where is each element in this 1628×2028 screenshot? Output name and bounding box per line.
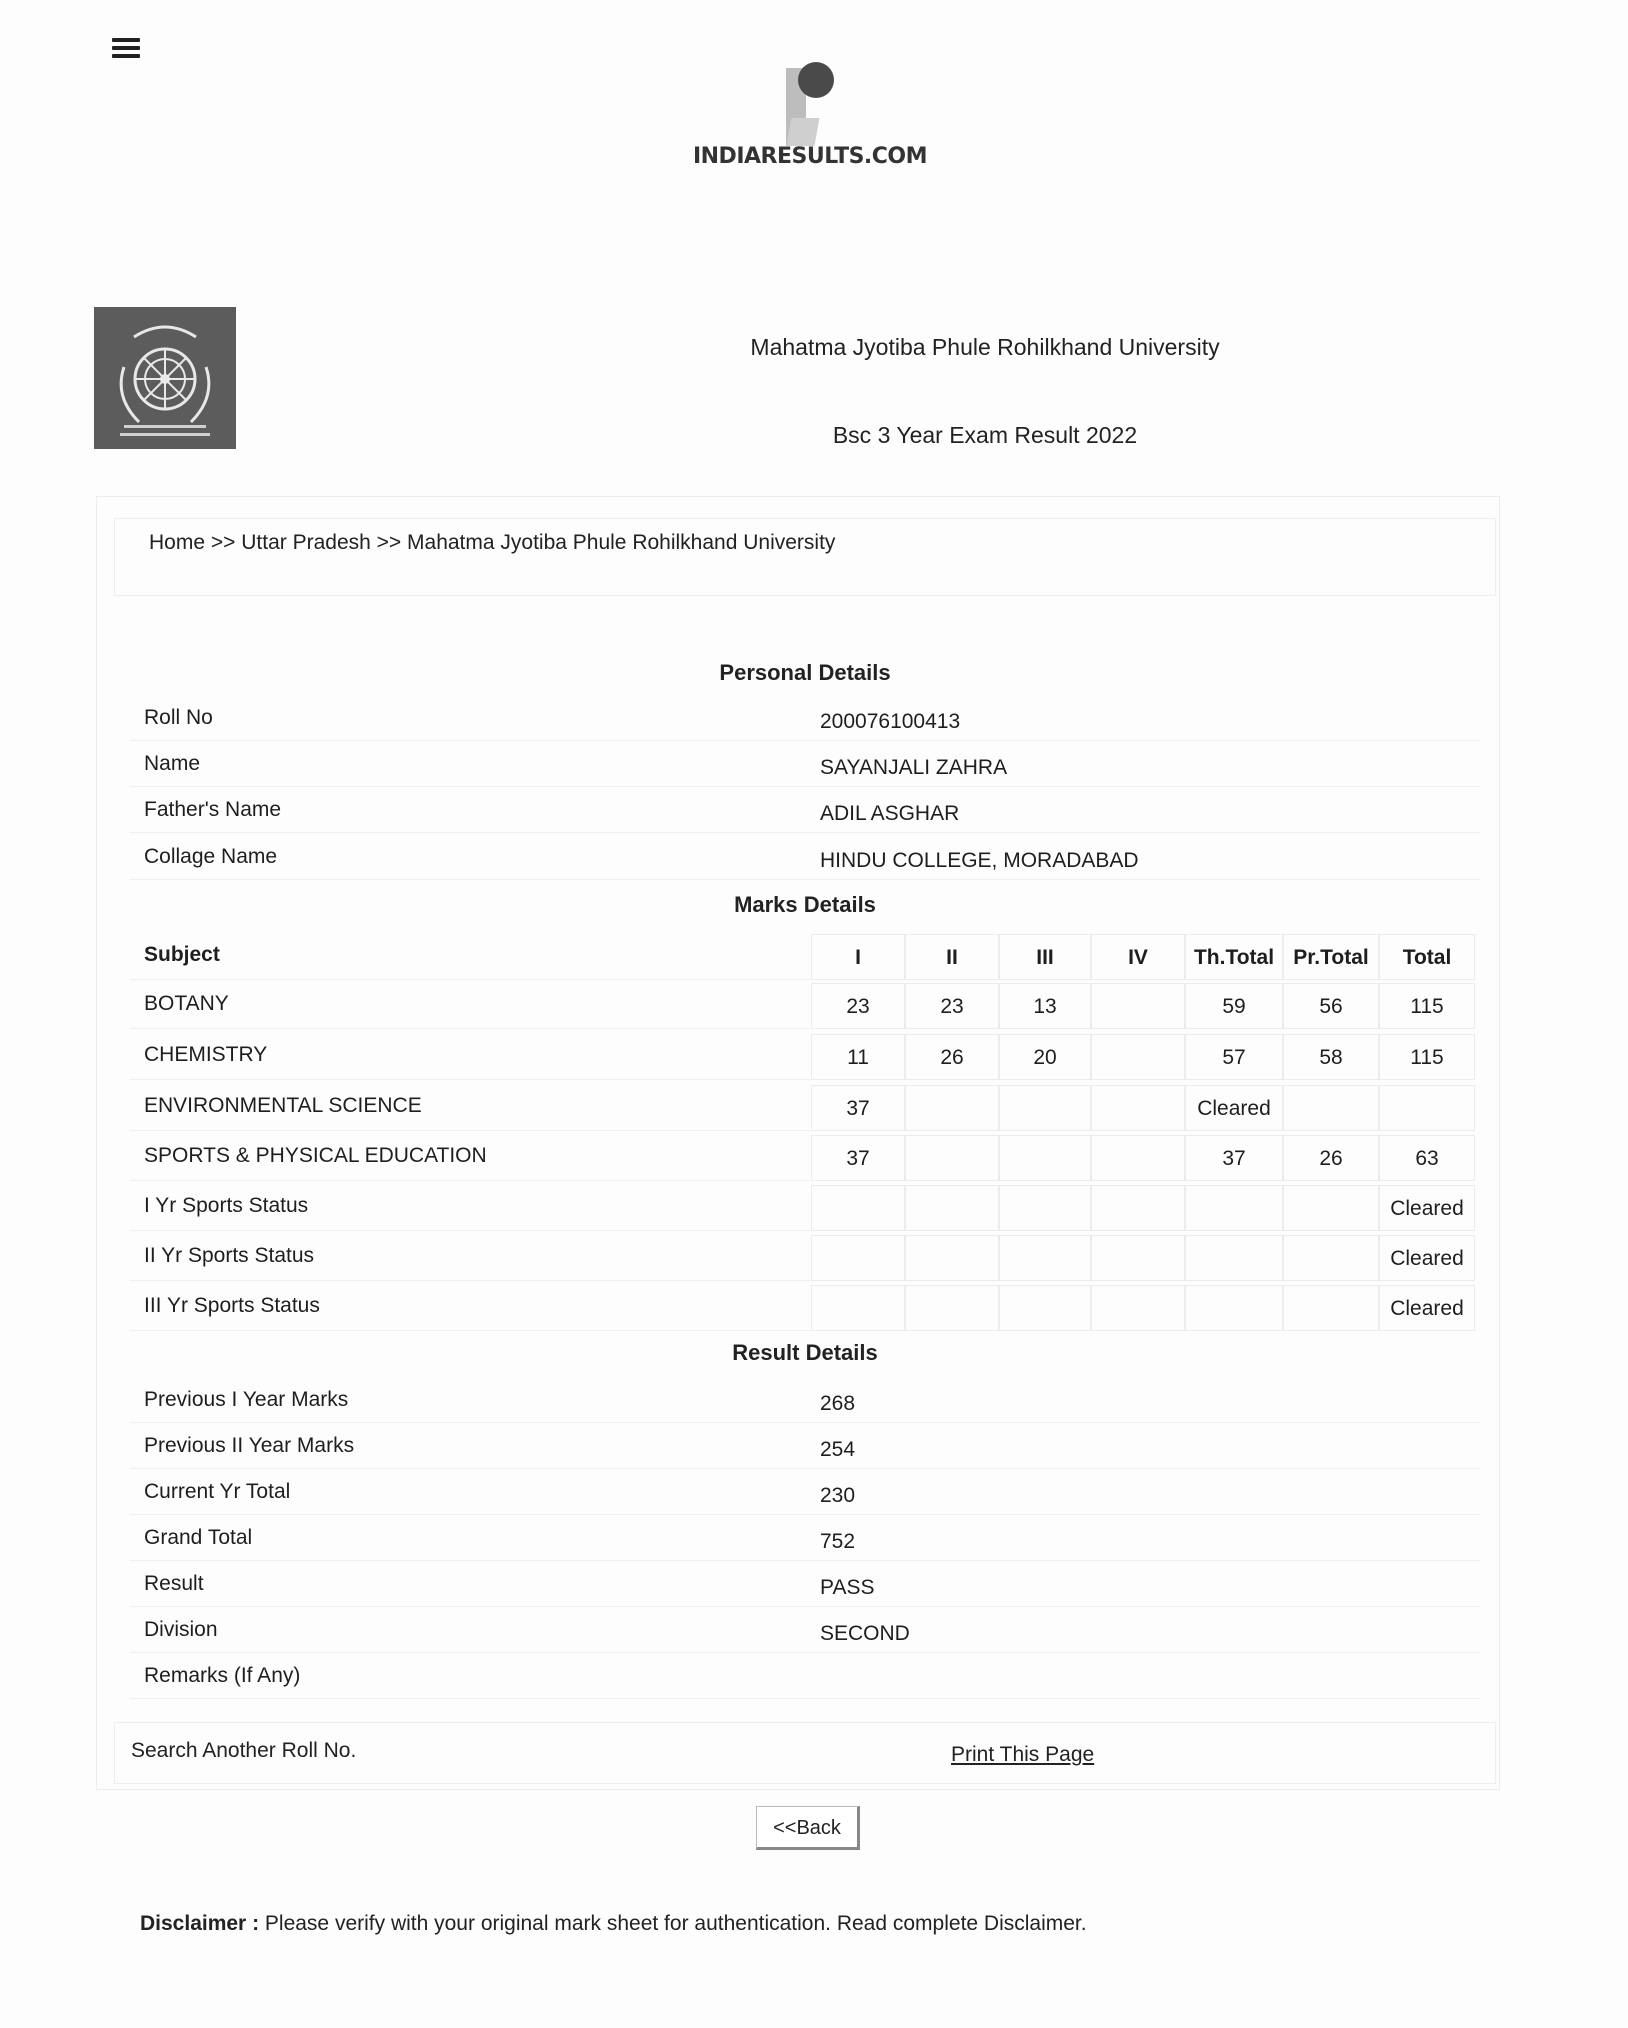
- college-name-value: HINDU COLLEGE, MORADABAD: [820, 849, 1139, 872]
- result-row: [130, 1566, 1480, 1607]
- breadcrumb-separator: >>: [376, 531, 402, 554]
- division-value: SECOND: [820, 1622, 910, 1645]
- marks-cell: [999, 1235, 1091, 1281]
- remarks-row: [130, 1658, 1480, 1699]
- remarks-label: Remarks (If Any): [144, 1664, 301, 1687]
- marks-cell: 20: [999, 1034, 1091, 1080]
- marks-cell: [905, 1185, 999, 1231]
- column-header-pr-total: Pr.Total: [1283, 934, 1379, 980]
- marks-cell: [1283, 1285, 1379, 1331]
- marks-cell: 115: [1379, 1034, 1475, 1080]
- prev-year2-value: 254: [820, 1438, 856, 1461]
- marks-cell: 37: [811, 1085, 905, 1131]
- breadcrumb-state[interactable]: Uttar Pradesh: [241, 531, 371, 554]
- breadcrumb-separator: >>: [210, 531, 236, 554]
- marks-details-heading: Marks Details: [734, 892, 876, 917]
- college-name-label: Collage Name: [144, 845, 278, 868]
- name-row: [130, 746, 1480, 787]
- marks-cell: [905, 1235, 999, 1281]
- subject-name: III Yr Sports Status: [130, 1285, 810, 1331]
- subject-name: II Yr Sports Status: [130, 1235, 810, 1281]
- marks-cell: [811, 1185, 905, 1231]
- marks-cell: [1185, 1285, 1283, 1331]
- current-total-row: [130, 1474, 1480, 1515]
- prev-year1-label: Previous I Year Marks: [144, 1388, 349, 1411]
- marks-cell: 63: [1379, 1135, 1475, 1181]
- marks-cell: [1091, 1085, 1185, 1131]
- hamburger-menu-icon[interactable]: [112, 38, 140, 60]
- search-another-roll-link[interactable]: Search Another Roll No.: [131, 1739, 357, 1762]
- marks-cell: 23: [905, 983, 999, 1029]
- prev-year1-value: 268: [820, 1392, 856, 1415]
- site-logo-mark-icon: [782, 58, 842, 148]
- marks-cell: 57: [1185, 1034, 1283, 1080]
- subject-name: CHEMISTRY: [130, 1034, 810, 1080]
- marks-cell: [999, 1135, 1091, 1181]
- site-brand: INDIARESULTS.COM: [692, 144, 928, 169]
- breadcrumb-university[interactable]: Mahatma Jyotiba Phule Rohilkhand University: [407, 531, 836, 554]
- marks-cell: [811, 1235, 905, 1281]
- name-label: Name: [144, 752, 201, 775]
- marks-cell: [1185, 1185, 1283, 1231]
- marks-cell: [1091, 1034, 1185, 1080]
- marks-cell: 115: [1379, 983, 1475, 1029]
- column-header-ii: II: [905, 934, 999, 980]
- breadcrumb: [114, 518, 1496, 596]
- marks-cell: [1091, 1285, 1185, 1331]
- marks-cell: Cleared: [1379, 1235, 1475, 1281]
- site-logo[interactable]: [690, 52, 930, 172]
- marks-cell: Cleared: [1379, 1285, 1475, 1331]
- marks-cell: [1091, 1185, 1185, 1231]
- column-header-iii: III: [999, 934, 1091, 980]
- name-value: SAYANJALI ZAHRA: [820, 756, 1008, 779]
- disclaimer-text[interactable]: Please verify with your original mark sheet for authentication. Read complete Disclaimer.: [259, 1912, 1087, 1935]
- marks-cell: [905, 1085, 999, 1131]
- marks-cell: Cleared: [1379, 1185, 1475, 1231]
- marks-cell: 11: [811, 1034, 905, 1080]
- roll-no-row: [130, 700, 1480, 741]
- result-value: PASS: [820, 1576, 875, 1599]
- subject-name: SPORTS & PHYSICAL EDUCATION: [130, 1135, 810, 1181]
- current-total-label: Current Yr Total: [144, 1480, 291, 1503]
- prev-year2-row: [130, 1428, 1480, 1469]
- marks-cell: [905, 1135, 999, 1181]
- marks-cell: [1091, 983, 1185, 1029]
- print-page-link[interactable]: Print This Page: [951, 1743, 1095, 1766]
- marks-cell: [1283, 1235, 1379, 1281]
- marks-cell: 23: [811, 983, 905, 1029]
- marks-cell: 58: [1283, 1034, 1379, 1080]
- marks-cell: 37: [811, 1135, 905, 1181]
- marks-cell: [1091, 1135, 1185, 1181]
- marks-cell: [1379, 1085, 1475, 1131]
- grand-total-value: 752: [820, 1530, 856, 1553]
- disclaimer: [140, 1912, 1540, 1936]
- marks-cell: 59: [1185, 983, 1283, 1029]
- marks-cell: 56: [1283, 983, 1379, 1029]
- father-name-label: Father's Name: [144, 798, 282, 821]
- breadcrumb-home[interactable]: Home: [149, 531, 206, 554]
- disclaimer-label: Disclaimer :: [140, 1912, 260, 1935]
- college-name-row: [130, 839, 1480, 880]
- marks-cell: [1283, 1085, 1379, 1131]
- prev-year1-row: [130, 1382, 1480, 1423]
- father-name-row: [130, 792, 1480, 833]
- marks-cell: 37: [1185, 1135, 1283, 1181]
- marks-cell: 13: [999, 983, 1091, 1029]
- marks-cell: [999, 1085, 1091, 1131]
- column-header-total: Total: [1379, 934, 1475, 980]
- result-label: Result: [144, 1572, 204, 1595]
- current-total-value: 230: [820, 1484, 856, 1507]
- marks-cell: Cleared: [1185, 1085, 1283, 1131]
- column-header-iv: IV: [1091, 934, 1185, 980]
- marks-cell: [999, 1285, 1091, 1331]
- marks-cell: [999, 1185, 1091, 1231]
- division-row: [130, 1612, 1480, 1653]
- subject-name: ENVIRONMENTAL SCIENCE: [130, 1085, 810, 1131]
- personal-details-heading: Personal Details: [719, 660, 891, 685]
- university-name: Mahatma Jyotiba Phule Rohilkhand University: [750, 334, 1220, 360]
- subject-name: BOTANY: [130, 983, 810, 1029]
- subject-name: I Yr Sports Status: [130, 1185, 810, 1231]
- university-logo: [94, 307, 236, 449]
- column-header-subject: Subject: [130, 934, 810, 980]
- prev-year2-label: Previous II Year Marks: [144, 1434, 355, 1457]
- grand-total-label: Grand Total: [144, 1526, 253, 1549]
- back-button[interactable]: <<Back: [756, 1806, 860, 1850]
- marks-cell: [1091, 1235, 1185, 1281]
- marks-cell: [905, 1285, 999, 1331]
- result-details-heading: Result Details: [732, 1340, 878, 1365]
- column-header-i: I: [811, 934, 905, 980]
- roll-no-value: 200076100413: [820, 710, 961, 733]
- marks-cell: [1283, 1185, 1379, 1231]
- father-name-value: ADIL ASGHAR: [820, 802, 960, 825]
- marks-cell: 26: [1283, 1135, 1379, 1181]
- roll-no-label: Roll No: [144, 706, 213, 729]
- exam-title: Bsc 3 Year Exam Result 2022: [832, 422, 1138, 448]
- actions-row: [114, 1722, 1496, 1784]
- grand-total-row: [130, 1520, 1480, 1561]
- marks-cell: 26: [905, 1034, 999, 1080]
- marks-cell: [1185, 1235, 1283, 1281]
- division-label: Division: [144, 1618, 218, 1641]
- marks-cell: [811, 1285, 905, 1331]
- column-header-th-total: Th.Total: [1185, 934, 1283, 980]
